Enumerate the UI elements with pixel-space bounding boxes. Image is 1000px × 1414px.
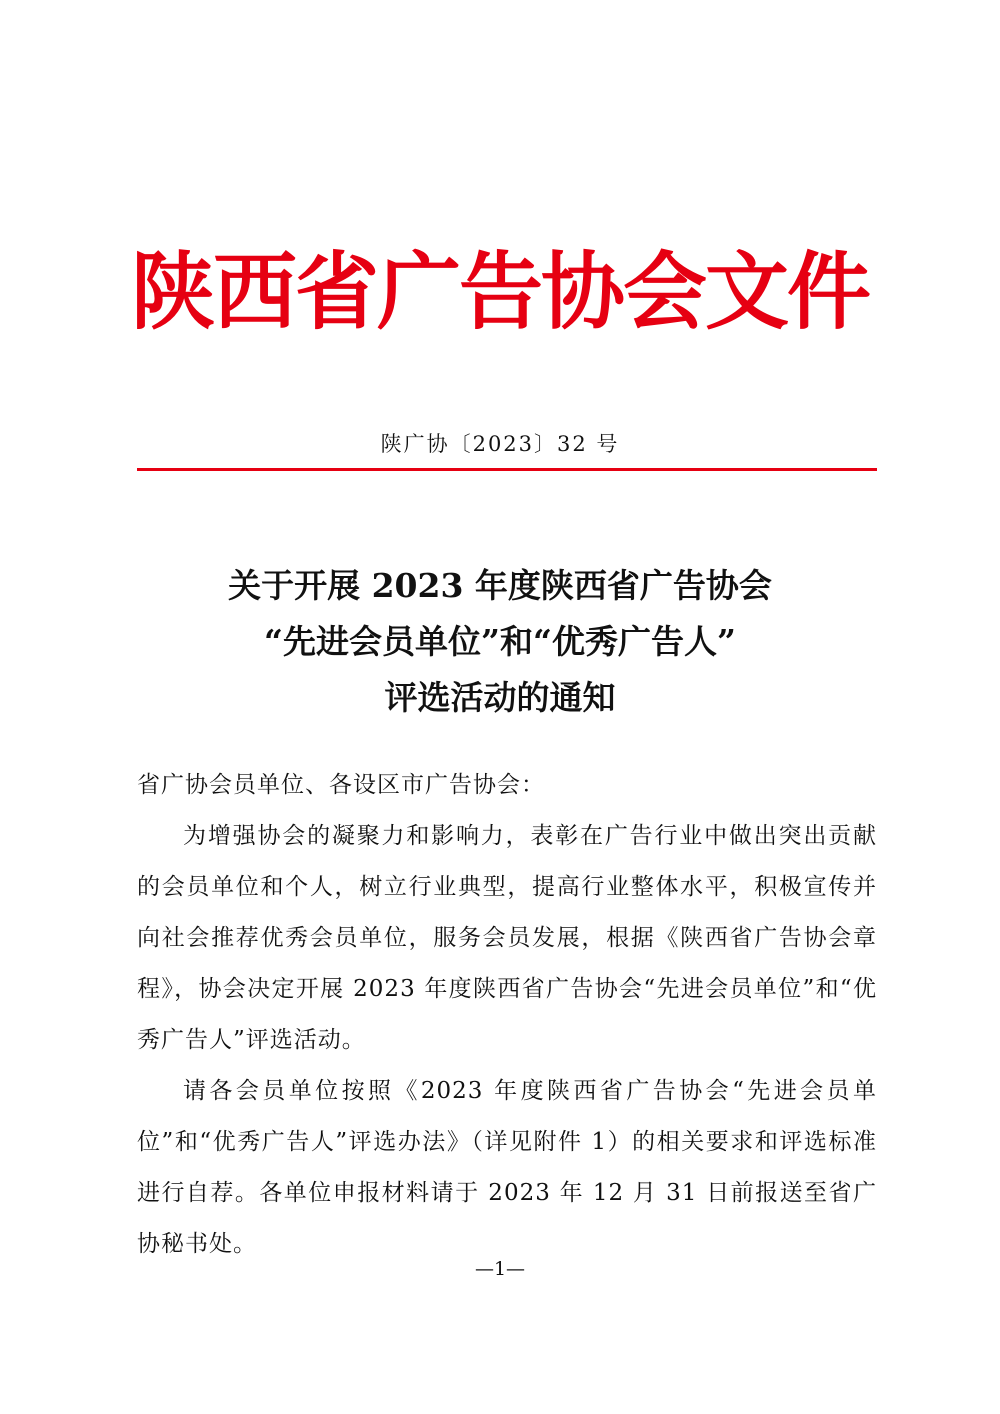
document-header-title: 陕西省广告协会文件 [130,243,869,341]
notice-title-line-3: 评选活动的通知 [384,678,616,717]
notice-title-line-2: “先进会员单位”和“优秀广告人” [264,622,736,661]
body-paragraph-1: 为增强协会的凝聚力和影响力，表彰在广告行业中做出突出贡献的会员单位和个人，树立行业典型，提高行业整体水平，积极宣传并向社会推荐优秀会员单位，服务会员发展，根据《陕西省广告协会章程》，协会决定开展 2023 年度陕西省广告协会“先进会员单位”和“优秀广告人”评选活动。 [137,823,877,1053]
body-paragraph-2: 请各会员单位按照《2023 年度陕西省广告协会“先进会员单位”和“优秀广告人”评选办法》（详见附件 1）的相关要求和评选标准进行自荐。各单位申报材料请于 2023 年 12 月 31 日前报送至省广协秘书处。 [137,1078,877,1257]
notice-title [0,558,1000,726]
salutation: 省广协会员单位、各设区市广告协会： [137,772,545,798]
red-divider-line [137,468,877,471]
notice-body [137,760,877,1270]
page-number: —1— [474,1258,526,1280]
document-number: 陕广协〔2023〕32 号 [380,432,620,456]
notice-title-line-1: 关于开展 2023 年度陕西省广告协会 [228,566,772,605]
